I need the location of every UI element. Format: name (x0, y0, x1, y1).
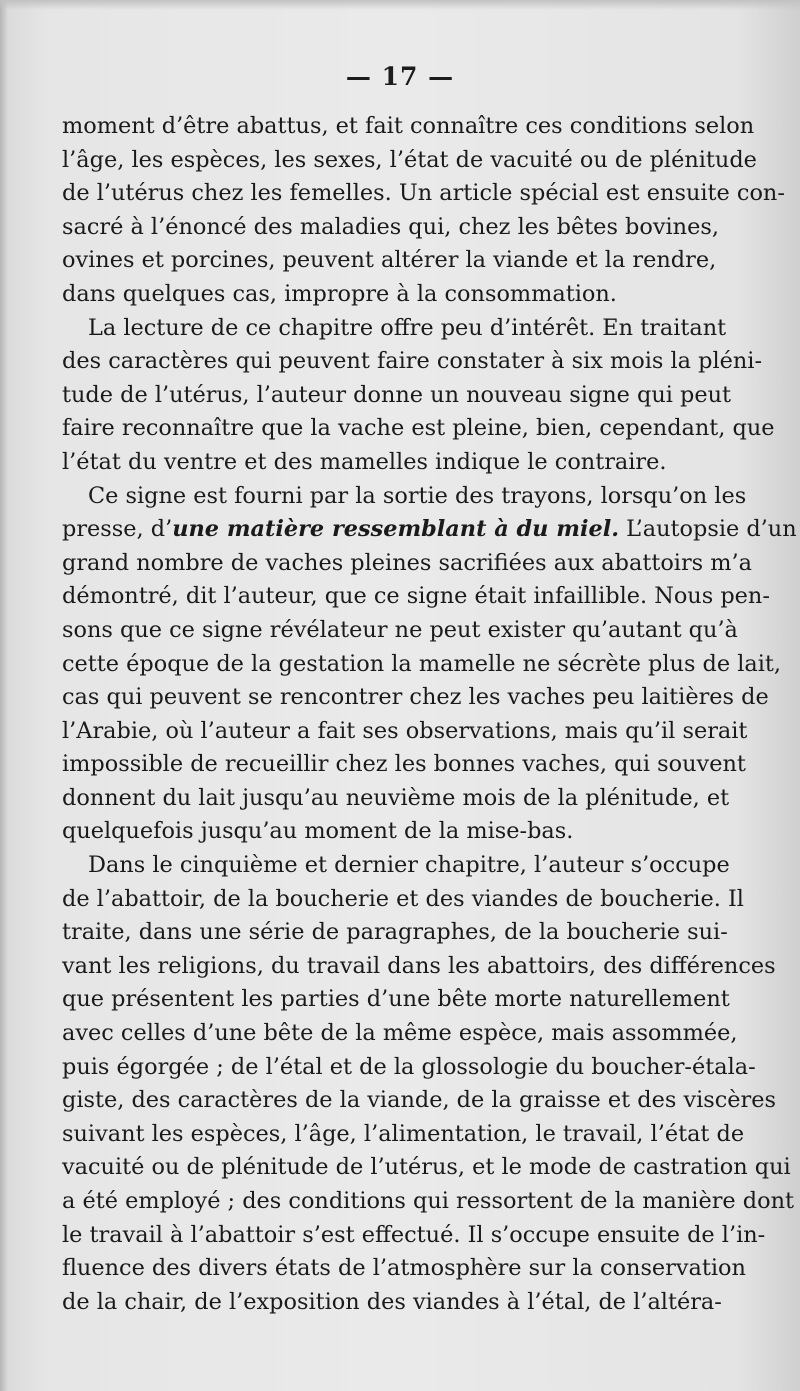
text-line: dans quelques cas, impropre à la consommation. (62, 280, 617, 307)
text-line: giste, des caractères de la viande, de la graisse et des viscères (62, 1087, 776, 1114)
text-line: sacré à l’énoncé des maladies qui, chez les bêtes bovines, (62, 213, 719, 240)
text-line: démontré, dit l’auteur, que ce signe était infaillible. Nous pen- (62, 583, 770, 610)
text-line: quelquefois jusqu’au moment de la mise-bas. (62, 818, 574, 845)
text-line: de la chair, de l’exposition des viandes à l’étal, de l’altéra- (62, 1288, 722, 1315)
body-text (62, 110, 797, 1319)
text-line: grand nombre de vaches pleines sacrifiées aux abattoirs m’a (62, 549, 752, 576)
text-segment: L’autopsie d’un (619, 516, 797, 543)
text-line: Dans le cinquième et dernier chapitre, l’auteur s’occupe (88, 852, 730, 879)
text-segment: presse, d’ (62, 516, 173, 543)
text-line: fluence des divers états de l’atmosphère sur la conservation (62, 1255, 746, 1282)
text-line: le travail à l’abattoir s’est effectué. Il s’occupe ensuite de l’in- (62, 1221, 766, 1248)
text-line: des caractères qui peuvent faire constater à six mois la pléni- (62, 348, 763, 375)
text-line: Ce signe est fourni par la sortie des trayons, lorsqu’on les (88, 482, 747, 509)
text-line: sons que ce signe révélateur ne peut exister qu’autant qu’à (62, 616, 738, 643)
page-edge-shadow-top (0, 0, 800, 10)
text-line: traite, dans une série de paragraphes, de la boucherie sui- (62, 919, 728, 946)
text-line: l’état du ventre et des mamelles indique le contraire. (62, 448, 667, 475)
text-line: faire reconnaître que la vache est pleine, bien, cependant, que (62, 415, 775, 442)
text-line: a été employé ; des conditions qui ressortent de la manière dont (62, 1188, 794, 1214)
text-line: vacuité ou de plénitude de l’utérus, et le mode de castration qui (62, 1154, 791, 1181)
italic-quotation: une matière ressemblant à du miel. (172, 516, 620, 543)
text-line: puis égorgée ; de l’étal et de la glossologie du boucher-étala- (62, 1053, 756, 1080)
text-line: que présentent les parties d’une bête morte naturellement (62, 986, 730, 1013)
text-line: de l’abattoir, de la boucherie et des viandes de boucherie. Il (62, 885, 744, 912)
text-line: impossible de recueillir chez les bonnes vaches, qui souvent (62, 751, 746, 778)
text-line: cas qui peuvent se rencontrer chez les vaches peu laitières de (62, 684, 769, 711)
text-line: ovines et porcines, peuvent altérer la viande et la rendre, (62, 247, 717, 274)
text-line: moment d’être abattus, et fait connaître ces conditions selon (62, 113, 755, 139)
text-line: l’âge, les espèces, les sexes, l’état de vacuité ou de plénitude (62, 146, 757, 173)
text-line: cette époque de la gestation la mamelle ne sécrète plus de lait, (62, 650, 782, 677)
text-line: l’Arabie, où l’auteur a fait ses observations, mais qu’il serait (62, 717, 748, 744)
text-line: suivant les espèces, l’âge, l’alimentation, le travail, l’état de (62, 1120, 745, 1147)
page-number: — 17 — (345, 62, 455, 91)
text-line: de l’utérus chez les femelles. Un article spécial est ensuite con- (62, 180, 785, 207)
page-edge-shadow-left (0, 0, 8, 1391)
text-line: tude de l’utérus, l’auteur donne un nouveau signe qui peut (62, 381, 732, 408)
text-line (62, 513, 797, 547)
text-line: vant les religions, du travail dans les abattoirs, des différences (62, 952, 776, 979)
text-line: avec celles d’une bête de la même espèce, mais assommée, (62, 1020, 738, 1047)
text-line: La lecture de ce chapitre offre peu d’intérêt. En traitant (88, 314, 727, 341)
text-line: donnent du lait jusqu’au neuvième mois de la plénitude, et (62, 784, 730, 811)
